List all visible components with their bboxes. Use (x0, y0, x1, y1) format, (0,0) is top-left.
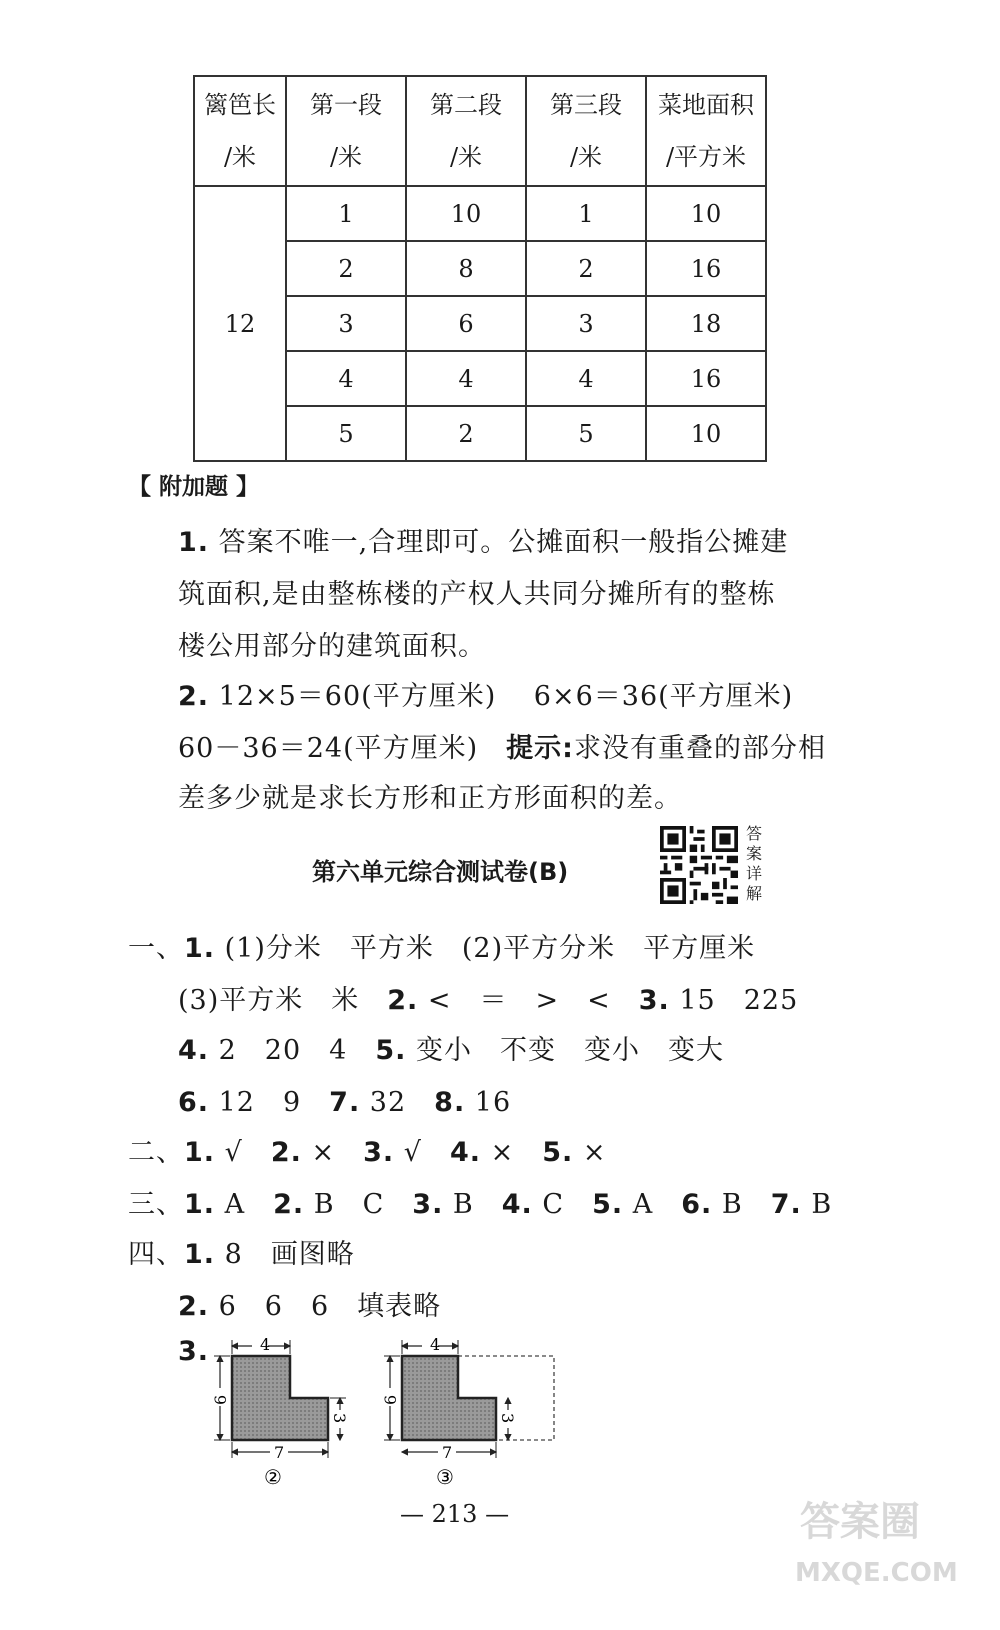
question-number: 4. (449, 1137, 481, 1168)
answer-text: (3)平方米 米 (178, 985, 388, 1016)
table-cell: 4 (526, 351, 646, 406)
answer-text: √ (394, 1137, 450, 1168)
answer-text: C (532, 1189, 593, 1220)
dim-label: 3 (498, 1413, 517, 1424)
answer-q3-number: 3. (178, 1336, 210, 1367)
answer-text: √ (215, 1137, 271, 1168)
test-title: 第六单元综合测试卷(B) (312, 858, 569, 886)
question-number: 5. (542, 1137, 574, 1168)
question-number: 5. (592, 1189, 624, 1220)
answer-text: 12 9 (209, 1087, 330, 1118)
answer-text: 2 20 4 (209, 1035, 376, 1066)
table-cell: 2 (286, 241, 406, 296)
extra-q1-line: 筑面积,是由整栋楼的产权人共同分摊所有的整栋 (178, 579, 776, 610)
question-number: 5. (375, 1035, 407, 1066)
table-header-cell: 菜地面积 /平方米 (646, 76, 766, 186)
table-cell: 10 (646, 406, 766, 461)
figure-label: ③ (436, 1465, 454, 1489)
question-number: 2. (270, 1137, 302, 1168)
answer-line: 一、1. (1)分米 平方米 (2)平方分米 平方厘米 (128, 933, 756, 964)
watermark-url: MXQE.COM (795, 1558, 958, 1588)
dim-label: 7 (442, 1443, 453, 1462)
question-number: 3. (412, 1189, 444, 1220)
question-number: 8. (434, 1087, 466, 1118)
answer-text: A (623, 1189, 682, 1220)
question-number: 1. (184, 1239, 216, 1270)
answer-text: B C (304, 1189, 413, 1220)
table-cell: 5 (286, 406, 406, 461)
table-cell: 4 (286, 351, 406, 406)
answer-line (178, 1028, 724, 1067)
answer-text: 8 画图略 (215, 1239, 355, 1270)
dim-label: 3 (330, 1413, 349, 1424)
table-cell: 2 (526, 241, 646, 296)
question-number: 3. (638, 985, 670, 1016)
answer-line: 三、1. A 2. B C 3. B 4. C 5. A 6. B 7. B (128, 1189, 833, 1220)
answer-text: × (573, 1137, 607, 1168)
qr-label: 答 案 详 解 (745, 824, 762, 903)
table-cell: 18 (646, 296, 766, 351)
dim-label: 6 (381, 1394, 400, 1405)
table-cell: 3 (286, 296, 406, 351)
extra-q2-line: 60－36＝24(平方厘米) 提示:求没有重叠的部分相 (178, 733, 826, 764)
table-cell: 8 (406, 241, 526, 296)
question-number: 4. (501, 1189, 533, 1220)
table-cell: 6 (406, 296, 526, 351)
table-cell: 2 (406, 406, 526, 461)
question-number: 1. (184, 933, 216, 964)
answer-line (178, 1284, 441, 1323)
table-header-cell: 第一段 /米 (286, 76, 406, 186)
table-cell: 1 (526, 186, 646, 241)
table-header-cell: 篱笆长 /米 (194, 76, 286, 186)
l-shape-figures (200, 1330, 580, 1490)
l-shape-figure-3 (380, 1336, 554, 1462)
answer-line (178, 978, 798, 1017)
question-number: 2. (387, 985, 419, 1016)
question-number: 1. (184, 1137, 216, 1168)
table-row (194, 186, 766, 241)
table-header-row (194, 76, 766, 186)
answer-text: × (481, 1137, 543, 1168)
extra-section-title: 【 附加题 】 (128, 474, 260, 500)
question-number: 7. (770, 1189, 802, 1220)
answer-text: 6 6 6 填表略 (209, 1291, 442, 1322)
question-number: 2. (178, 1291, 210, 1322)
answer-line (178, 1080, 511, 1119)
answer-text: 15 225 (669, 985, 799, 1016)
table-header-cell: 第三段 /米 (526, 76, 646, 186)
answer-text: B (443, 1189, 502, 1220)
table-cell: 3 (526, 296, 646, 351)
dim-label: 4 (260, 1335, 271, 1354)
fence-length-cell: 12 (194, 186, 286, 461)
question-number: 3. (363, 1137, 395, 1168)
answer-text: (1)分米 平方米 (2)平方分米 平方厘米 (215, 933, 756, 964)
dim-label: 7 (274, 1443, 285, 1462)
answer-text: B (801, 1189, 833, 1220)
table-cell: 1 (286, 186, 406, 241)
question-number: 6. (681, 1189, 713, 1220)
answer-line: 二、1. √ 2. × 3. √ 4. × 5. × (128, 1137, 607, 1168)
question-number: 1. (184, 1189, 216, 1220)
qr-code-icon (660, 826, 738, 904)
table-cell: 16 (646, 241, 766, 296)
watermark-logo: 答案圈 (800, 1499, 920, 1545)
extra-q2-line: 差多少就是求长方形和正方形面积的差。 (178, 783, 682, 814)
table-cell: 16 (646, 351, 766, 406)
table-cell: 4 (406, 351, 526, 406)
page-number: — 213 — (400, 1500, 510, 1528)
extra-q1-line: 1. 答案不唯一,合理即可。公摊面积一般指公摊建 (178, 527, 789, 558)
question-number: 2. (273, 1189, 305, 1220)
table-cell: 5 (526, 406, 646, 461)
answer-text: < ＝ > < (418, 985, 639, 1016)
table-cell: 10 (646, 186, 766, 241)
table-cell: 10 (406, 186, 526, 241)
question-number: 4. (178, 1035, 210, 1066)
answer-line: 四、1. 8 画图略 (128, 1239, 355, 1270)
answer-text: B (712, 1189, 771, 1220)
dim-label: 6 (211, 1394, 230, 1405)
table-header-cell: 第二段 /米 (406, 76, 526, 186)
answer-text: 32 (360, 1087, 435, 1118)
question-number: 7. (329, 1087, 361, 1118)
extra-q2-line: 2. 12×5＝60(平方厘米) 6×6＝36(平方厘米) (178, 681, 794, 712)
extra-q1-line: 楼公用部分的建筑面积。 (178, 631, 486, 662)
fence-table (193, 75, 767, 462)
question-number: 6. (178, 1087, 210, 1118)
answer-text: × (301, 1137, 364, 1168)
answer-text: A (215, 1189, 274, 1220)
figure-label: ② (264, 1465, 282, 1489)
dim-label: 4 (430, 1335, 441, 1354)
answer-text: 16 (465, 1087, 512, 1118)
answer-text: 变小 不变 变小 变大 (406, 1035, 724, 1066)
